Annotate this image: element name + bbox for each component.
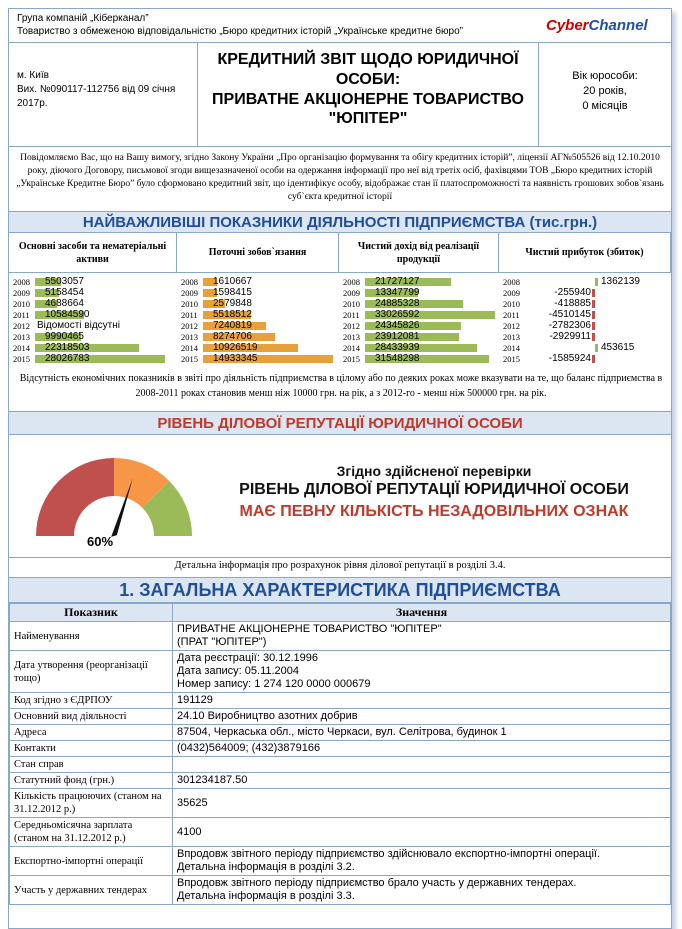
indicator-row bbox=[181, 299, 337, 309]
indicator-row bbox=[503, 310, 669, 320]
value-label: 5158454 bbox=[45, 287, 84, 298]
value-line: 87504, Черкаська обл., місто Черкаси, вул. Селітрова, будинок 1 bbox=[177, 726, 507, 738]
reputation-gauge bbox=[34, 441, 194, 551]
value-line bbox=[177, 758, 666, 771]
row-label: Основний вид діяльності bbox=[10, 709, 173, 725]
value-line: (ПРАТ "ЮПІТЕР") bbox=[177, 636, 267, 648]
cyberchannel-logo bbox=[546, 17, 648, 34]
value-label: 31548298 bbox=[375, 353, 420, 364]
value-label: 5518512 bbox=[213, 309, 252, 320]
year-label: 2010 bbox=[343, 299, 360, 309]
indicator-row bbox=[343, 299, 497, 309]
row-label: Найменування bbox=[10, 622, 173, 651]
indicator-row bbox=[13, 343, 175, 353]
age-label: Вік юрособи: bbox=[572, 70, 638, 82]
general-row bbox=[10, 709, 671, 725]
value-label: 13347799 bbox=[375, 287, 420, 298]
value-bar bbox=[592, 289, 595, 297]
indicator-row bbox=[181, 288, 337, 298]
value-line: Детальна інформація в розділі 3.3. bbox=[177, 890, 355, 902]
outgoing-number: Вих. №090117-112756 від 09 січня 2017р. bbox=[17, 84, 176, 109]
indicator-row bbox=[503, 354, 669, 364]
value-bar bbox=[595, 278, 598, 286]
value-label: 10926519 bbox=[213, 342, 258, 353]
value-label: Відомості відсутні bbox=[37, 320, 120, 331]
gauge-red-segment bbox=[36, 458, 114, 536]
year-label: 2008 bbox=[503, 277, 520, 287]
indicator-row bbox=[503, 299, 669, 309]
logo-part-cyber: Cyber bbox=[546, 17, 589, 34]
indicator-heading: Чистий прибуток (збиток) bbox=[499, 233, 671, 273]
year-label: 2012 bbox=[343, 321, 360, 331]
indicator-row bbox=[503, 332, 669, 342]
general-row bbox=[10, 876, 671, 905]
row-value bbox=[173, 847, 671, 876]
value-label: 14933345 bbox=[213, 353, 258, 364]
value-line: (0432)564009; (432)3879166 bbox=[177, 742, 321, 754]
value-label: -2929911 bbox=[549, 331, 591, 342]
general-row bbox=[10, 818, 671, 847]
value-label: 1610667 bbox=[213, 276, 252, 287]
indicator-row bbox=[343, 277, 497, 287]
row-label: Контакти bbox=[10, 741, 173, 757]
reputation-line-2: РІВЕНЬ ДІЛОВОЇ РЕПУТАЦІЇ ЮРИДИЧНОЇ ОСОБИ bbox=[239, 481, 629, 498]
company-age bbox=[539, 69, 671, 114]
report-header bbox=[9, 9, 671, 149]
row-value bbox=[173, 876, 671, 905]
city: м. Київ bbox=[17, 70, 49, 81]
value-label: -4510145 bbox=[548, 309, 591, 320]
bureau-name: Товариство з обмеженою відповідальністю „Бюро кредитних історій „Українське кредитне бюро” bbox=[17, 26, 463, 37]
row-value bbox=[173, 709, 671, 725]
general-row bbox=[10, 773, 671, 789]
reputation-line-1: Згідно здійсненої перевірки bbox=[336, 463, 532, 479]
value-label: 5503057 bbox=[45, 276, 84, 287]
value-label: 453615 bbox=[601, 342, 635, 353]
value-label: 8274706 bbox=[213, 331, 252, 342]
report-page bbox=[8, 8, 672, 929]
value-line: Детальна інформація в розділі 3.2. bbox=[177, 861, 355, 873]
year-label: 2011 bbox=[343, 310, 360, 320]
value-label: 1598415 bbox=[213, 287, 252, 298]
year-label: 2014 bbox=[13, 343, 30, 353]
value-label: 28026783 bbox=[45, 353, 90, 364]
year-label: 2010 bbox=[503, 299, 520, 309]
value-label: 2579848 bbox=[213, 298, 252, 309]
indicator-chart bbox=[177, 273, 339, 365]
reputation-line-3: МАЄ ПЕВНУ КІЛЬКІСТЬ НЕЗАДОВІЛЬНИХ ОЗНАК bbox=[239, 503, 629, 520]
year-label: 2008 bbox=[181, 277, 198, 287]
value-line: 4100 bbox=[177, 825, 202, 838]
value-label: -418885 bbox=[554, 298, 591, 309]
row-value bbox=[173, 789, 671, 818]
general-row bbox=[10, 789, 671, 818]
year-label: 2011 bbox=[503, 310, 520, 320]
indicator-heading: Чистий дохід від реалізації продукції bbox=[339, 233, 499, 273]
row-value bbox=[173, 818, 671, 847]
value-line: 24.10 Виробництво азотних добрив bbox=[177, 710, 358, 722]
indicator-chart bbox=[9, 273, 177, 365]
indicator-row bbox=[13, 288, 175, 298]
row-value bbox=[173, 622, 671, 651]
value-bar bbox=[592, 300, 595, 308]
indicator-row bbox=[13, 321, 175, 331]
indicator-row bbox=[13, 354, 175, 364]
group-name: Група компаній „Кіберканал” bbox=[17, 13, 149, 24]
year-label: 2013 bbox=[13, 332, 30, 342]
indicator-heading: Основні засоби та нематеріальні активи bbox=[9, 233, 177, 273]
reputation-title: РІВЕНЬ ДІЛОВОЇ РЕПУТАЦІЇ ЮРИДИЧНОЇ ОСОБИ bbox=[9, 411, 671, 435]
col-value-header: Значення bbox=[173, 604, 671, 622]
indicator-row bbox=[503, 288, 669, 298]
year-label: 2011 bbox=[181, 310, 198, 320]
notice-text: Повідомляємо Вас, що на Вашу вимогу, згідно Закону України „Про організацію формування та обігу кредитних історій”, ліцензії АГ№505526 від 12.10.2010 року, діючого Договору, письмової згоди вищезазначеної особи на одержання інформації про неї від третіх осіб, фахівцями ТОВ „Бюро кредитних історій „Українське Кредитне Бюро” було сформовано кредитний звіт, що ідентифікує особу, відображає стан її платоспроможності та наявність грошових зобов`язань суб`єкта кредитної історії bbox=[16, 153, 664, 202]
value-line: 191129 bbox=[177, 694, 213, 706]
value-bar bbox=[592, 311, 595, 319]
header-bottom-divider bbox=[9, 146, 671, 147]
general-table bbox=[9, 603, 671, 905]
report-title: КРЕДИТНИЙ ЗВІТ ЩОДО ЮРИДИЧНОЇ ОСОБИ: bbox=[217, 51, 519, 88]
value-line: Впродовж звітного періоду підприємство здійснювало експортно-імпортні операції. bbox=[177, 848, 601, 860]
indicator-chart bbox=[499, 273, 671, 365]
general-row bbox=[10, 847, 671, 876]
value-label: -1585924 bbox=[548, 353, 591, 364]
value-label: 7240819 bbox=[213, 320, 252, 331]
year-label: 2012 bbox=[503, 321, 520, 331]
indicator-row bbox=[181, 321, 337, 331]
indicator-row bbox=[13, 310, 175, 320]
value-label: 28433939 bbox=[375, 342, 420, 353]
gauge-percent: 60% bbox=[87, 534, 114, 549]
row-label: Код згідно з ЄДРПОУ bbox=[10, 693, 173, 709]
general-row bbox=[10, 741, 671, 757]
general-row bbox=[10, 651, 671, 693]
indicator-heading: Поточні зобов`язання bbox=[177, 233, 339, 273]
year-label: 2013 bbox=[343, 332, 360, 342]
row-label: Дата утворення (реорганізації тощо) bbox=[10, 651, 173, 693]
value-label: -2782306 bbox=[548, 320, 591, 331]
year-label: 2009 bbox=[343, 288, 360, 298]
year-label: 2010 bbox=[13, 299, 30, 309]
value-label: 4688664 bbox=[45, 298, 84, 309]
value-label: 22318503 bbox=[45, 342, 90, 353]
indicators-note: Відсутність економічних показників в звіті про діяльність підприємства в цілому або по деяких роках може вказувати на те, що баланс підприємства в 2008-2011 роках становив менш ніж 10000 грн. на рік, а з 2012-го - менш ніж 500000 грн. на рік. bbox=[19, 373, 663, 399]
row-value bbox=[173, 693, 671, 709]
year-label: 2009 bbox=[181, 288, 198, 298]
indicator-row bbox=[343, 343, 497, 353]
general-row bbox=[10, 757, 671, 773]
reputation-detail-note: Детальна інформація про розрахунок рівня ділової репутації в розділі 3.4. bbox=[9, 557, 671, 571]
year-label: 2011 bbox=[13, 310, 30, 320]
year-label: 2015 bbox=[343, 354, 360, 364]
indicator-row bbox=[181, 277, 337, 287]
indicator-row bbox=[503, 343, 669, 353]
value-label: 24345826 bbox=[375, 320, 420, 331]
report-title-box bbox=[197, 42, 539, 146]
year-label: 2015 bbox=[503, 354, 520, 364]
year-label: 2012 bbox=[181, 321, 198, 331]
year-label: 2009 bbox=[13, 288, 30, 298]
indicator-row bbox=[343, 310, 497, 320]
general-row bbox=[10, 725, 671, 741]
indicator-row bbox=[343, 332, 497, 342]
age-years: 20 років, bbox=[583, 85, 627, 97]
value-line: 35625 bbox=[177, 796, 208, 809]
year-label: 2012 bbox=[13, 321, 30, 331]
row-value bbox=[173, 757, 671, 773]
general-table-body bbox=[10, 622, 671, 905]
row-label: Стан справ bbox=[10, 757, 173, 773]
year-label: 2015 bbox=[13, 354, 30, 364]
year-label: 2013 bbox=[503, 332, 520, 342]
year-label: 2010 bbox=[181, 299, 198, 309]
issuer-info bbox=[17, 12, 463, 38]
value-label: 21727127 bbox=[375, 276, 420, 287]
year-label: 2008 bbox=[13, 277, 30, 287]
logo-part-channel: Channel bbox=[588, 17, 648, 34]
value-label: 1362139 bbox=[601, 276, 640, 287]
indicator-row bbox=[181, 310, 337, 320]
row-label: Участь у державних тендерах bbox=[10, 876, 173, 905]
company-name: ПРИВАТНЕ АКЦІОНЕРНЕ ТОВАРИСТВО "ЮПІТЕР" bbox=[212, 91, 524, 127]
indicators-title: НАЙВАЖЛИВІШІ ПОКАЗНИКИ ДІЯЛЬНОСТІ ПІДПРИЄМСТВА (тис.грн.) bbox=[9, 211, 671, 233]
value-line: 301234187.50 bbox=[177, 774, 248, 786]
value-bar bbox=[595, 344, 598, 352]
indicator-row bbox=[343, 288, 497, 298]
value-line: Дата реєстрації: 30.12.1996 bbox=[177, 652, 319, 664]
indicator-row bbox=[181, 343, 337, 353]
value-label: 10584590 bbox=[45, 309, 90, 320]
value-label: 33026592 bbox=[375, 309, 420, 320]
row-value bbox=[173, 725, 671, 741]
general-row bbox=[10, 693, 671, 709]
row-value bbox=[173, 651, 671, 693]
indicator-row bbox=[503, 321, 669, 331]
row-label: Адреса bbox=[10, 725, 173, 741]
value-line: Дата запису: 05.11.2004 bbox=[177, 665, 300, 677]
row-value bbox=[173, 741, 671, 757]
indicator-row bbox=[181, 354, 337, 364]
value-bar bbox=[592, 333, 595, 341]
year-label: 2009 bbox=[503, 288, 520, 298]
year-label: 2014 bbox=[503, 343, 520, 353]
year-label: 2013 bbox=[181, 332, 198, 342]
general-title: 1. ЗАГАЛЬНА ХАРАКТЕРИСТИКА ПІДПРИЄМСТВА bbox=[9, 577, 671, 603]
indicator-row bbox=[343, 321, 497, 331]
value-bar bbox=[592, 355, 595, 363]
value-label: 9990465 bbox=[45, 331, 84, 342]
general-row bbox=[10, 622, 671, 651]
indicator-row bbox=[503, 277, 669, 287]
row-label: Кількість працюючих (станом на 31.12.2012 р.) bbox=[10, 789, 173, 818]
value-label: -255940 bbox=[554, 287, 591, 298]
year-label: 2014 bbox=[343, 343, 360, 353]
year-label: 2015 bbox=[181, 354, 198, 364]
year-label: 2014 bbox=[181, 343, 198, 353]
age-months: 0 місяців bbox=[582, 100, 628, 112]
row-label: Експортно-імпортні операції bbox=[10, 847, 173, 876]
value-line: Номер запису: 1 274 120 0000 000679 bbox=[177, 678, 371, 690]
value-label: 24885328 bbox=[375, 298, 420, 309]
value-line: Впродовж звітного періоду підприємство брало участь у державних тендерах. bbox=[177, 877, 577, 889]
col-indicator-header: Показник bbox=[10, 604, 173, 622]
row-label: Статутний фонд (грн.) bbox=[10, 773, 173, 789]
indicator-row bbox=[13, 277, 175, 287]
indicator-row bbox=[181, 332, 337, 342]
row-label: Середньомісячна зарплата (станом на 31.12.2012 р.) bbox=[10, 818, 173, 847]
value-line: ПРИВАТНЕ АКЦІОНЕРНЕ ТОВАРИСТВО "ЮПІТЕР" bbox=[177, 623, 442, 635]
indicator-row bbox=[13, 299, 175, 309]
indicator-row bbox=[343, 354, 497, 364]
value-label: 23912081 bbox=[375, 331, 420, 342]
value-bar bbox=[592, 322, 595, 330]
indicator-chart bbox=[339, 273, 499, 365]
year-label: 2008 bbox=[343, 277, 360, 287]
row-value bbox=[173, 773, 671, 789]
indicator-row bbox=[13, 332, 175, 342]
outgoing-info bbox=[17, 69, 197, 111]
